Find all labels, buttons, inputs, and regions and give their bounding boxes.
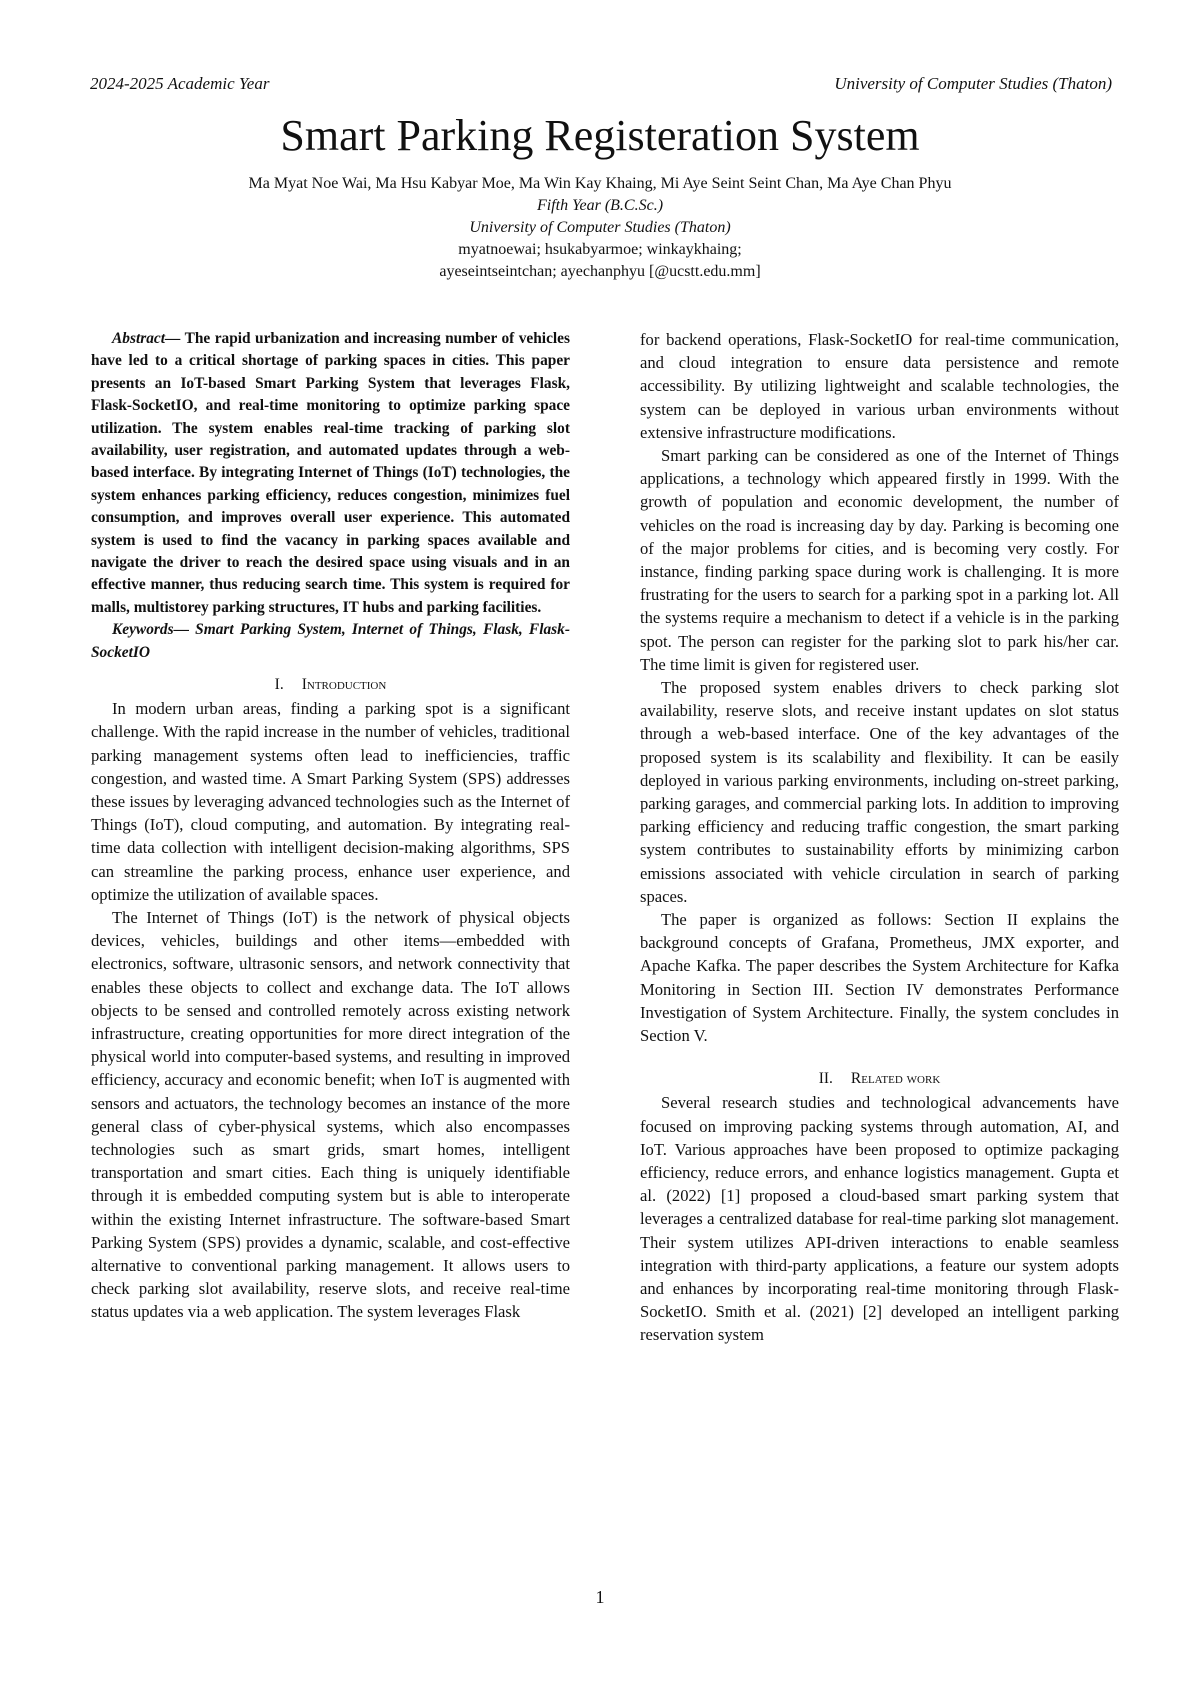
page-number: 1 <box>595 1587 605 1607</box>
keywords-text: Smart Parking System, Internet of Things, Flask, Flask-SocketIO <box>91 621 570 661</box>
author-names: Ma Myat Noe Wai, Ma Hsu Kabyar Moe, Ma Win Kay Khaing, Mi Aye Seint Seint Chan, Ma Aye Chan Phyu <box>248 175 952 192</box>
author-year: Fifth Year (B.C.Sc.) <box>536 197 664 214</box>
keywords-label: Keywords— <box>112 621 189 639</box>
paragraph: In modern urban areas, finding a parking spot is a significant challenge. With the rapid increase in the number of vehicles, traditional parking management systems often lead to inefficiencies, traffic congestion, and wasted time. A Smart Parking System (SPS) addresses these issues by leveraging advanced technologies such as the Internet of Things (IoT), cloud computing, and automation. By integrating real-time data collection with intelligent decision-making algorithms, SPS can streamline the parking process, enhance user experience, and optimize the utilization of available spaces. <box>91 699 570 904</box>
author-emails-line2: ayeseintseintchan; ayechanphyu [@ucstt.edu.mm] <box>439 263 761 280</box>
section-title: Introduction <box>301 676 387 694</box>
running-header-left: 2024-2025 Academic Year <box>90 74 270 93</box>
section-number: I. <box>274 676 284 694</box>
section-number: II. <box>818 1070 833 1088</box>
paper-title: Smart Parking Registeration System <box>280 111 920 160</box>
running-header-right: University of Computer Studies (Thaton) <box>834 74 1112 93</box>
section-heading-introduction <box>91 673 570 697</box>
keywords <box>91 619 570 664</box>
abstract-label: Abstract— <box>112 330 181 347</box>
paragraph: Smart parking can be considered as one of the Internet of Things applications, a technology which appeared firstly in 1999. With the growth of population and economic development, the number of vehicles on the road is increasing day by day. Parking is becoming one of the major problems for cities, and is becoming very costly. For instance, finding parking space during work is challenging. It is more frustrating for the users to search for a parking spot in a parking lot. All the systems require a mechanism to detect if a vehicle is in the parking spot. The person can register for the parking slot to park his/her car. The time limit is given for registered user. <box>640 446 1119 674</box>
abstract <box>91 328 570 619</box>
paragraph: Several research studies and technological advancements have focused on improving packing systems through automation, AI, and IoT. Various approaches have been proposed to optimize packaging efficiency, reduce errors, and enhance logistics management. Gupta et al. (2022) [1] proposed a cloud-based smart parking system that leverages a centralized database for real-time parking slot management. Their system utilizes API-driven interactions to enable seamless integration with third-party applications, a feature our system adopts and enhances by incorporating real-time monitoring through Flask-SocketIO. Smith et al. (2021) [2] developed an intelligent parking reservation system <box>640 1093 1119 1345</box>
left-column <box>91 328 570 1324</box>
author-affiliation: University of Computer Studies (Thaton) <box>469 219 731 236</box>
paragraph: The paper is organized as follows: Section II explains the background concepts of Grafana, Prometheus, JMX exporter, and Apache Kafka. The paper describes the System Architecture for Kafka Monitoring in Section III. Section IV demonstrates Performance Investigation of System Architecture. Finally, the system concludes in Section V. <box>640 910 1119 1046</box>
section-title: Related work <box>850 1070 941 1088</box>
author-block <box>60 173 1140 283</box>
paragraph: The proposed system enables drivers to check parking slot availability, reserve slots, and receive instant updates on slot status through a web-based interface. One of the key advantages of the proposed system is its scalability and flexibility. It can be easily deployed in various parking environments, including on-street parking, parking garages, and commercial parking lots. In addition to improving parking efficiency and reducing traffic congestion, the smart parking system contributes to sustainability efforts by minimizing carbon emissions associated with vehicle circulation in search of parking spaces. <box>640 678 1119 906</box>
author-emails-line1: myatnoewai; hsukabyarmoe; winkaykhaing; <box>458 241 742 258</box>
section-heading-related-work <box>640 1067 1119 1091</box>
right-column <box>640 328 1119 1347</box>
abstract-text: The rapid urbanization and increasing number of vehicles have led to a critical shortage of parking spaces in cities. This paper presents an IoT-based Smart Parking System that leverages Flask, Flask-SocketIO, and real-time monitoring to optimize parking space utilization. The system enables real-time tracking of parking slot availability, user registration, and automated updates through a web-based interface. By integrating Internet of Things (IoT) technologies, the system enhances parking efficiency, reduces congestion, minimizes fuel consumption, and improves overall user experience. This automated system is used to find the vacancy in parking spaces available and navigate the driver to reach the desired space using visuals and in an effective manner, thus reducing search time. This system is required for malls, multistorey parking structures, IT hubs and parking facilities. <box>91 330 570 616</box>
paragraph-continued: for backend operations, Flask-SocketIO for real-time communication, and cloud integration to ensure data persistence and remote accessibility. By utilizing lightweight and scalable technologies, the system can be deployed in various urban environments without extensive infrastructure modifications. <box>640 330 1119 442</box>
paragraph: The Internet of Things (IoT) is the network of physical objects devices, vehicles, buildings and other items—embedded with electronics, software, ultrasonic sensors, and network connectivity that enables these objects to collect and exchange data. The IoT allows objects to be sensed and controlled remotely across existing network infrastructure, creating opportunities for more direct integration of the physical world into computer-based systems, and resulting in improved efficiency, accuracy and economic benefit; when IoT is augmented with sensors and actuators, the technology becomes an instance of the more general class of cyber-physical systems, which also encompasses technologies such as smart grids, smart homes, intelligent transportation and smart cities. Each thing is uniquely identifiable through it is embedded computing system but is able to interoperate within the existing Internet infrastructure. The software-based Smart Parking System (SPS) provides a dynamic, scalable, and cost-effective alternative to conventional parking management. It allows users to check parking slot availability, reserve slots, and receive real-time status updates via a web application. The system leverages Flask <box>91 907 570 1322</box>
